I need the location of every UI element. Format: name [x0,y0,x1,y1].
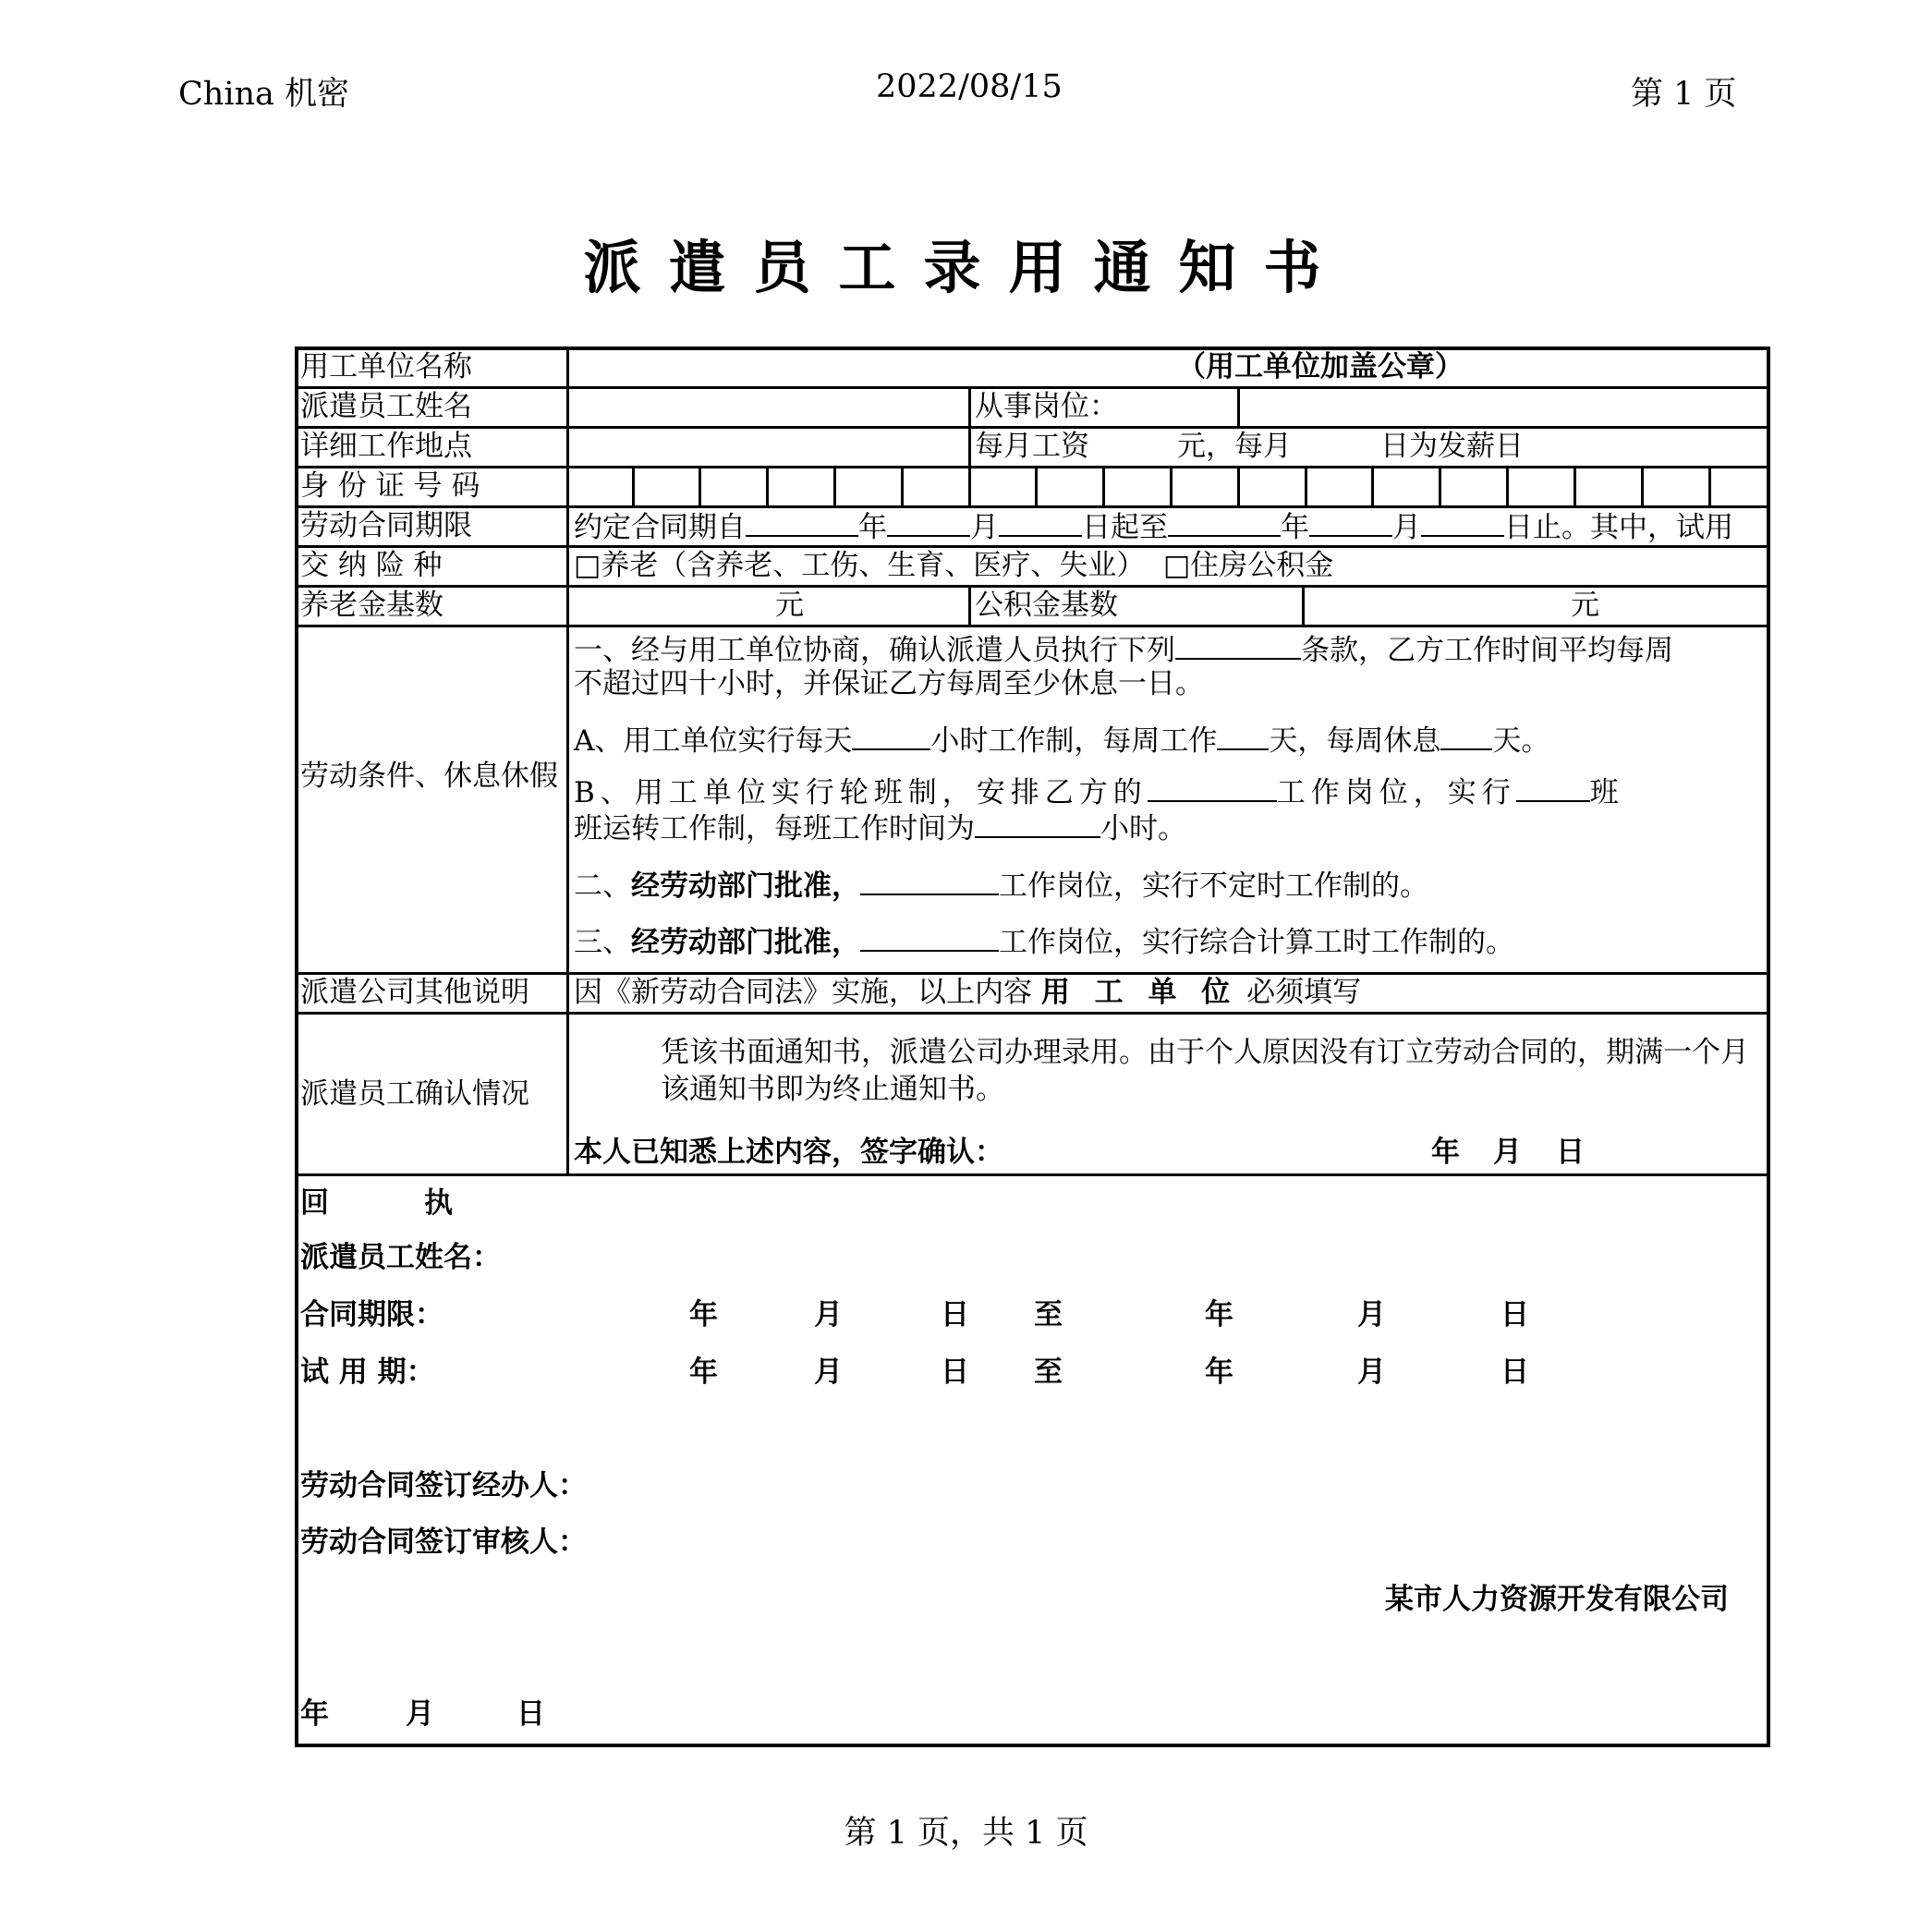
receipt-date-part: 月 [814,1298,843,1331]
col-line [566,347,569,1175]
cond-text: 工作岗位，实行综合计算工时工作制的。 [999,926,1514,959]
border-top [295,347,1770,350]
notes-text: 因《新劳动合同法》实施，以上内容 [574,976,1032,1009]
receipt-month: 月 [406,1697,434,1731]
document-title: 派遣员工录用通知书 [583,234,1349,301]
page-footer: 第 1 页，共 1 页 [844,1815,1088,1852]
contract-term-label: 劳动合同期限 [300,509,472,542]
fund-base-label: 公积金基数 [975,589,1118,622]
id-number-label: 身 份 证 号 码 [300,469,480,503]
id-box-line [632,466,635,508]
blank [1440,721,1492,750]
col-line [968,585,971,627]
id-box-line [766,466,769,508]
receipt-date-part: 年 [689,1298,718,1331]
salary-unit: 元，每月 [1177,430,1292,463]
unit-name-label: 用工单位名称 [300,350,472,383]
id-box-line [1439,466,1441,508]
blank [860,866,999,895]
id-box-line [968,466,971,508]
cond-text-bold: 经劳动部门批准， [631,869,860,903]
blank [1148,772,1277,802]
header-left: China 机密 [178,76,350,113]
receipt-title-2: 执 [424,1186,453,1220]
position-label: 从事岗位： [975,390,1118,423]
cond-text: 二、 [574,869,631,903]
id-box-line [1102,466,1105,508]
header-date: 2022/08/15 [876,68,1063,105]
pension-unit: 元 [775,589,804,622]
work-location-label: 详细工作地点 [300,430,472,463]
receipt-date-part: 日 [1501,1356,1529,1389]
col-line [968,386,971,468]
cond-text: 工作岗位，实行 [1276,776,1516,809]
receipt-date-part: 日 [941,1356,969,1389]
cond-text: 三、 [574,926,631,959]
blank [999,507,1082,537]
cond-2 [574,866,1428,905]
cond-b-line2 [574,809,1186,847]
receipt-date-part: 年 [1205,1298,1233,1331]
term-month: 月 [970,511,999,544]
blank [975,809,1100,838]
receipt-date-part: 年 [689,1356,718,1389]
id-box-line [1371,466,1374,508]
row-line [295,466,1770,468]
other-notes-text [574,974,1361,1011]
receipt-date-part: 年 [1205,1356,1233,1389]
pension-base-label: 养老金基数 [300,589,444,622]
cond-text: 条款，乙方工作时间平均每周 [1301,634,1673,667]
blank [1175,630,1301,660]
id-box-line [1305,466,1307,508]
id-box-line [1035,466,1038,508]
conditions-label: 劳动条件、休息休假 [300,760,558,793]
id-box-line [1708,466,1711,508]
id-box-line [1237,466,1240,508]
term-end: 日止。其中，试用 [1504,511,1733,544]
col-line [1302,585,1305,627]
cond-text: A、用工单位实行每天 [574,724,853,758]
blank [1168,507,1281,537]
term-month2: 月 [1392,511,1421,544]
row-line [295,1173,1770,1176]
cond-text: B、用工单位实行轮班制，安排乙方的 [574,776,1148,809]
insurance-label: 交 纳 险 种 [300,549,443,582]
blank [852,721,930,750]
cond-a [574,721,1549,760]
payday-label: 日为发薪日 [1380,430,1524,463]
receipt-date-part: 月 [1357,1298,1386,1331]
receipt-date-part: 至 [1034,1298,1063,1331]
seal-note: （用工单位加盖公章） [1177,350,1464,383]
receipt-year: 年 [300,1697,329,1731]
blank [887,507,970,537]
term-from: 约定合同期自 [574,511,746,544]
cond-b-line1 [574,772,1624,811]
receipt-probation-label: 试 用 期： [300,1356,435,1389]
id-box-line [1170,466,1173,508]
receipt-date-part: 至 [1034,1356,1063,1389]
notes-text: 必须填写 [1246,976,1362,1009]
form-table [295,347,1770,1747]
id-box-line [1574,466,1576,508]
col-line [1237,386,1240,429]
receipt-title-1: 回 [300,1186,329,1220]
id-box-line [699,466,701,508]
receipt-date-part: 月 [1357,1356,1386,1389]
confirm-sign: 本人已知悉上述内容，签字确认： [574,1136,1003,1169]
blank [1309,507,1392,537]
receipt-name-label: 派遣员工姓名： [300,1241,501,1274]
cond-text: 班 [1589,776,1624,809]
blank [1217,721,1269,750]
cond-text: 天。 [1492,724,1550,758]
row-line [295,625,1770,627]
cond-1-line1 [574,630,1673,669]
confirm-year: 年 [1431,1136,1460,1169]
receipt-date-part: 月 [814,1356,843,1389]
row-line [295,1012,1770,1015]
handler-label: 劳动合同签订经办人： [300,1469,587,1502]
salary-label: 每月工资 [975,430,1089,463]
term-year: 年 [858,511,887,544]
contract-term-text [574,507,1733,546]
employee-name-label: 派遣员工姓名 [300,390,472,423]
insurance-options: □养老（含养老、工伤、生育、医疗、失业） □住房公积金 [574,549,1334,582]
blank [1421,507,1504,537]
border-bottom [295,1744,1770,1747]
border-right [1767,347,1770,1747]
company-name: 某市人力资源开发有限公司 [1385,1583,1729,1616]
term-to: 日起至 [1082,511,1168,544]
term-year2: 年 [1281,511,1309,544]
fund-unit: 元 [1571,589,1599,622]
notes-emphasis: 用 工 单 位 [1040,976,1238,1009]
receipt-day: 日 [516,1697,545,1731]
header-page: 第 1 页 [1631,76,1737,113]
cond-3 [574,922,1514,961]
confirm-month: 月 [1493,1136,1522,1169]
blank [746,507,858,537]
confirm-text: 凭该书面通知书，派遣公司办理录用。由于个人原因没有订立劳动合同的，期满一个月该通知书即为终止通知书。 [661,1036,1749,1106]
id-box-line [833,466,836,508]
cond-text-bold: 经劳动部门批准， [631,926,860,959]
blank [1516,772,1590,802]
cond-text: 小时工作制，每周工作 [930,724,1218,758]
confirm-day: 日 [1556,1136,1585,1169]
blank [860,922,999,952]
cond-text: 工作岗位，实行不定时工作制的。 [999,869,1428,903]
id-box-line [1506,466,1509,508]
id-box-line [1641,466,1644,508]
border-left [295,347,298,1747]
cond-text: 小时。 [1100,812,1186,845]
other-notes-label: 派遣公司其他说明 [300,976,529,1009]
receipt-date-part: 日 [941,1298,969,1331]
id-box-line [901,466,904,508]
receipt-date-part: 日 [1501,1298,1529,1331]
confirm-label: 派遣员工确认情况 [300,1077,529,1111]
reviewer-label: 劳动合同签订审核人： [300,1526,587,1559]
cond-text: 一、经与用工单位协商，确认派遣人员执行下列 [574,634,1175,667]
cond-text: 班运转工作制，每班工作时间为 [574,812,975,845]
receipt-contract-label: 合同期限： [300,1298,444,1331]
cond-text: 天，每周休息 [1269,724,1441,758]
cond-1-line2: 不超过四十小时，并保证乙方每周至少休息一日。 [574,667,1204,700]
